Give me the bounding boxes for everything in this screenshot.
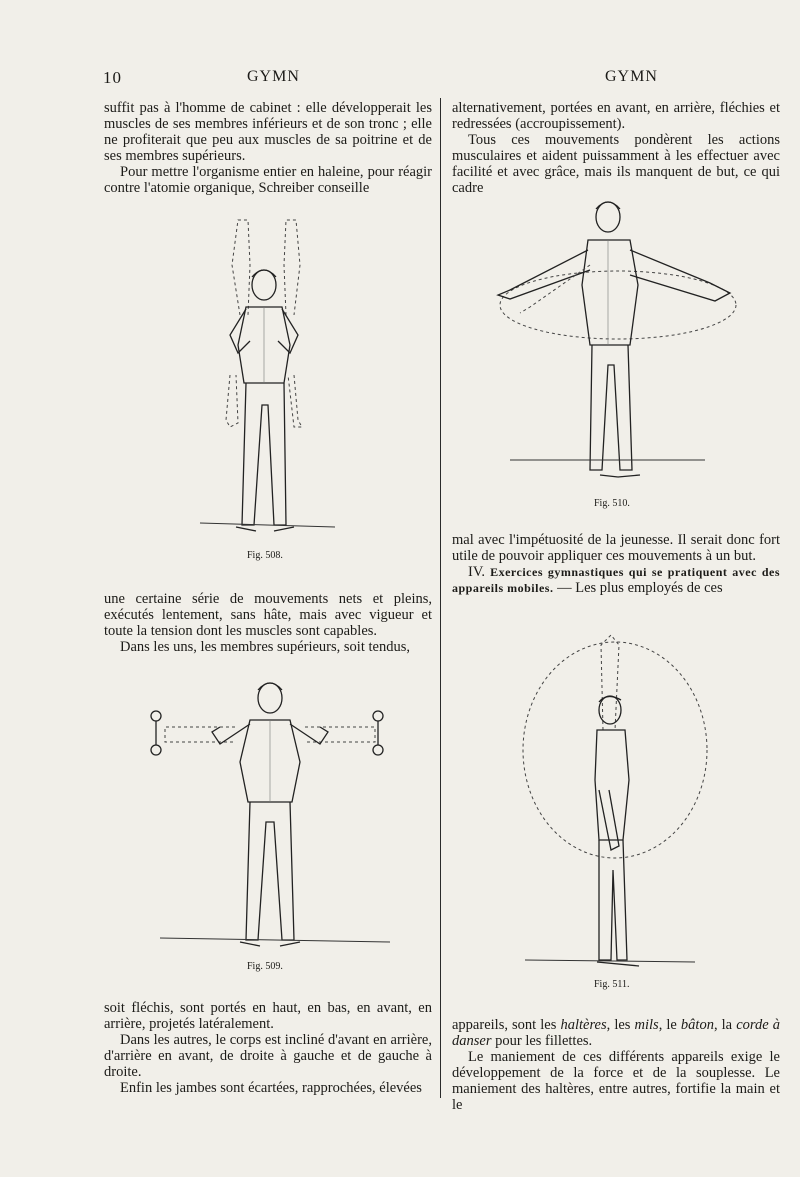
dumbbell-left-bottom [151,745,161,755]
section-number: IV. [468,564,486,580]
paragraph: Dans les uns, les membres supérieurs, soit tendus, [120,639,410,655]
column-divider [440,98,441,1098]
paragraph: soit fléchis, sont portés en haut, en bas, en avant, en arrière, projetés latéralement. [104,1000,432,1032]
text-run: , le [658,1017,681,1033]
paragraph: Dans les autres, le corps est incliné d'avant en arrière, d'arrière en avant, de droite à gauche et de gauche à droite. [104,1032,432,1080]
paragraph: Enfin les jambes sont écartées, rapprochées, élevées [120,1080,422,1096]
text-run: , les [606,1017,635,1033]
extended-arm-right [305,727,375,742]
figure-509-illustration [140,672,400,957]
paragraph: une certaine série de mouvements nets et pleins, exécutés lentement, sans hâte, mais avec vigueur et toute la tension dont les muscles sont capables. [104,591,432,639]
dumbbell-right-top [373,711,383,721]
right-text-bottom [452,1017,780,1113]
extended-arm-left [165,727,235,742]
running-head-left: GYMN [247,68,300,85]
paragraph: Le maniement de ces différents appareils exige le développement de la force et de la souplesse. Le maniement des haltères, entre autres, fortifie la main et le [452,1049,780,1113]
section-text: — Les plus employés de ces [553,580,723,596]
dumbbell-right-bottom [373,745,383,755]
paragraph: Tous ces mouvements pondèrent les actions musculaires et aident puissamment à les effectuer avec facilité et avec grâce, mais ils manquent de but, ce qui cadre [452,132,780,196]
figure-508-illustration [190,205,340,550]
paragraph: Pour mettre l'organisme entier en haleine, pour réagir contre l'atomie organique, Schreiber conseille [104,164,432,196]
text-run: , la [713,1017,737,1033]
paragraph [452,1017,780,1049]
term-baton: bâton [680,1017,714,1033]
term-corde: corde à danser [452,1017,780,1049]
term-halteres: haltères [560,1017,607,1033]
dumbbell-left-top [151,711,161,721]
figure-508-caption: Fig. 508. [247,550,283,561]
section-heading-paragraph [452,564,780,596]
left-text-middle [104,591,432,655]
raised-arm-right [284,220,300,315]
text-run: appareils, sont les [452,1017,561,1033]
figure-511-illustration [515,630,715,975]
paragraph: alternativement, portées en avant, en arrière, fléchies et redressées (accroupissement). [452,100,780,132]
left-text-top [104,100,432,196]
section-heading: Exercices gymnastiques qui se pratiquent avec des appareils mobiles. [452,565,781,595]
paragraph: mal avec l'impétuosité de la jeunesse. Il serait donc fort utile de pouvoir appliquer ces mouvements à un but. [452,532,780,564]
figure-509-caption: Fig. 509. [247,961,283,972]
term-mils: mils [634,1017,659,1033]
paragraph: suffit pas à l'homme de cabinet : elle développerait les muscles de ses membres inférieurs et de son tronc ; elle ne profiterait que peu aux muscles de sa poitrine et de ses membres supérieurs. [104,100,432,164]
text-run: pour les fillettes. [491,1033,593,1049]
figure-510-caption: Fig. 510. [594,498,630,509]
left-text-bottom [104,1000,432,1096]
right-text-middle [452,532,780,596]
page-number: 10 [103,68,122,87]
arm-swing-path [500,271,736,339]
figure-511-caption: Fig. 511. [594,979,630,990]
figure-510-illustration [490,195,745,495]
raised-arm-left [232,220,250,315]
running-head-right: GYMN [605,68,658,85]
right-text-top [452,100,780,196]
